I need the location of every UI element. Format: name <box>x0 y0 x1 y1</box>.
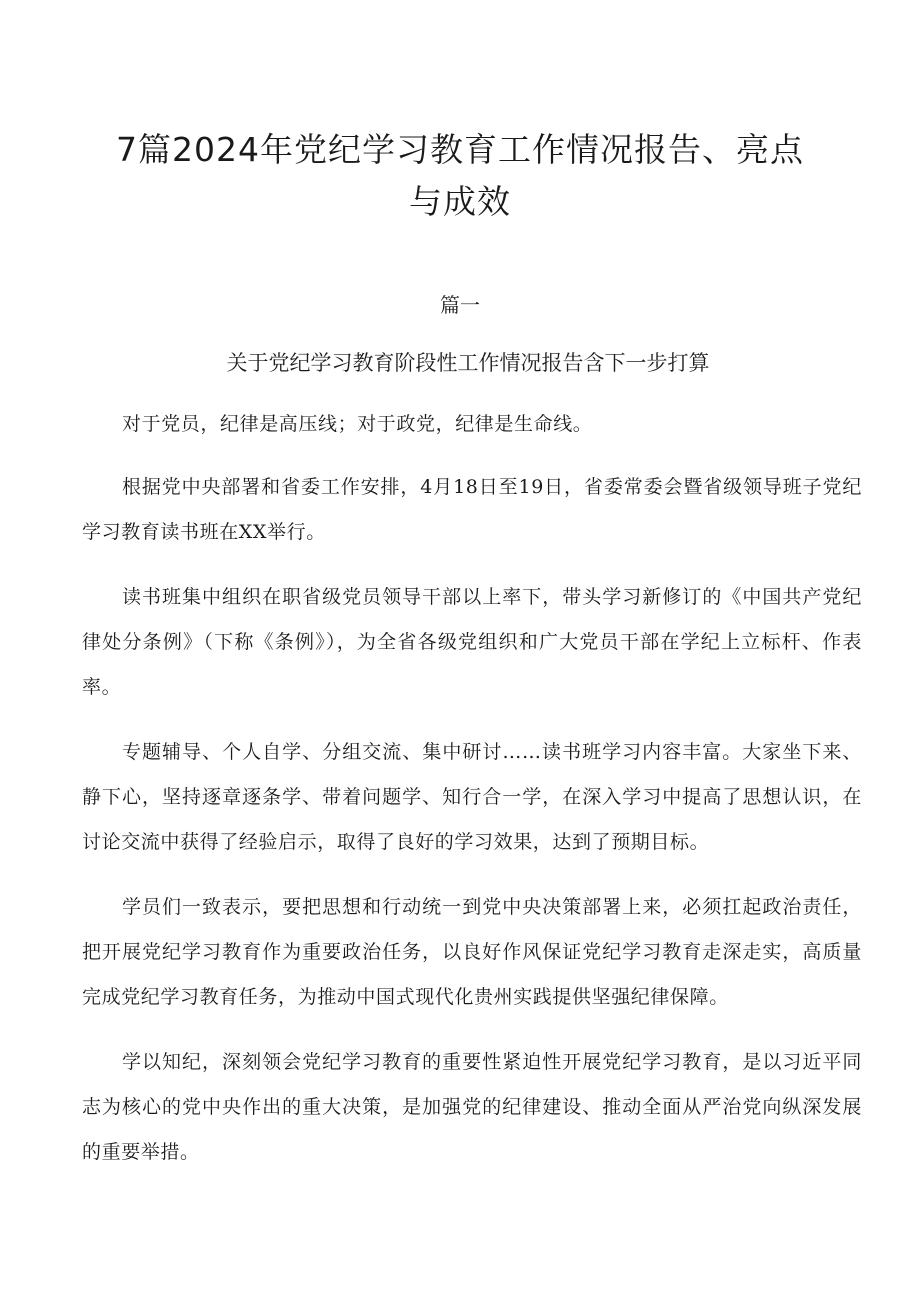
paragraph: 对于党员，纪律是高压线；对于政党，纪律是生命线。 <box>122 413 593 435</box>
paragraph: 学员们一致表示，要把思想和行动统一到党中央决策部署上来，必须扛起政治责任，把开展党纪学习教育作为重要政治任务，以良好作风保证党纪学习教育走深走实，高质量完成党纪学习教育任务，为推动中国式现代化贵州实践提供坚强纪律保障。 <box>82 896 862 1008</box>
document-body <box>82 402 862 1195</box>
paragraph: 学以知纪，深刻领会党纪学习教育的重要性紧迫性开展党纪学习教育，是以习近平同志为核心的党中央作出的重大决策，是加强党的纪律建设、推动全面从严治党向纵深发展的重要举措。 <box>82 1051 862 1163</box>
paragraph: 专题辅导、个人自学、分组交流、集中研讨……读书班学习内容丰富。大家坐下来、静下心，坚持逐章逐条学、带着问题学、知行合一学，在深入学习中提高了思想认识，在讨论交流中获得了经验启示，取得了良好的学习效果，达到了预期目标。 <box>82 741 862 853</box>
section-label: 篇一 <box>440 293 480 317</box>
paragraph: 根据党中央部署和省委工作安排，4月18日至19日，省委常委会暨省级领导班子党纪学习教育读书班在XX举行。 <box>82 476 862 543</box>
document-title: 7篇2024年党纪学习教育工作情况报告、亮点与成效 <box>116 130 804 221</box>
paragraph: 读书班集中组织在职省级党员领导干部以上率下，带头学习新修订的《中国共产党纪律处分条例》（下称《条例》），为全省各级党组织和广大党员干部在学纪上立标杆、作表率。 <box>82 586 862 698</box>
section-title: 关于党纪学习教育阶段性工作情况报告含下一步打算 <box>226 351 710 375</box>
